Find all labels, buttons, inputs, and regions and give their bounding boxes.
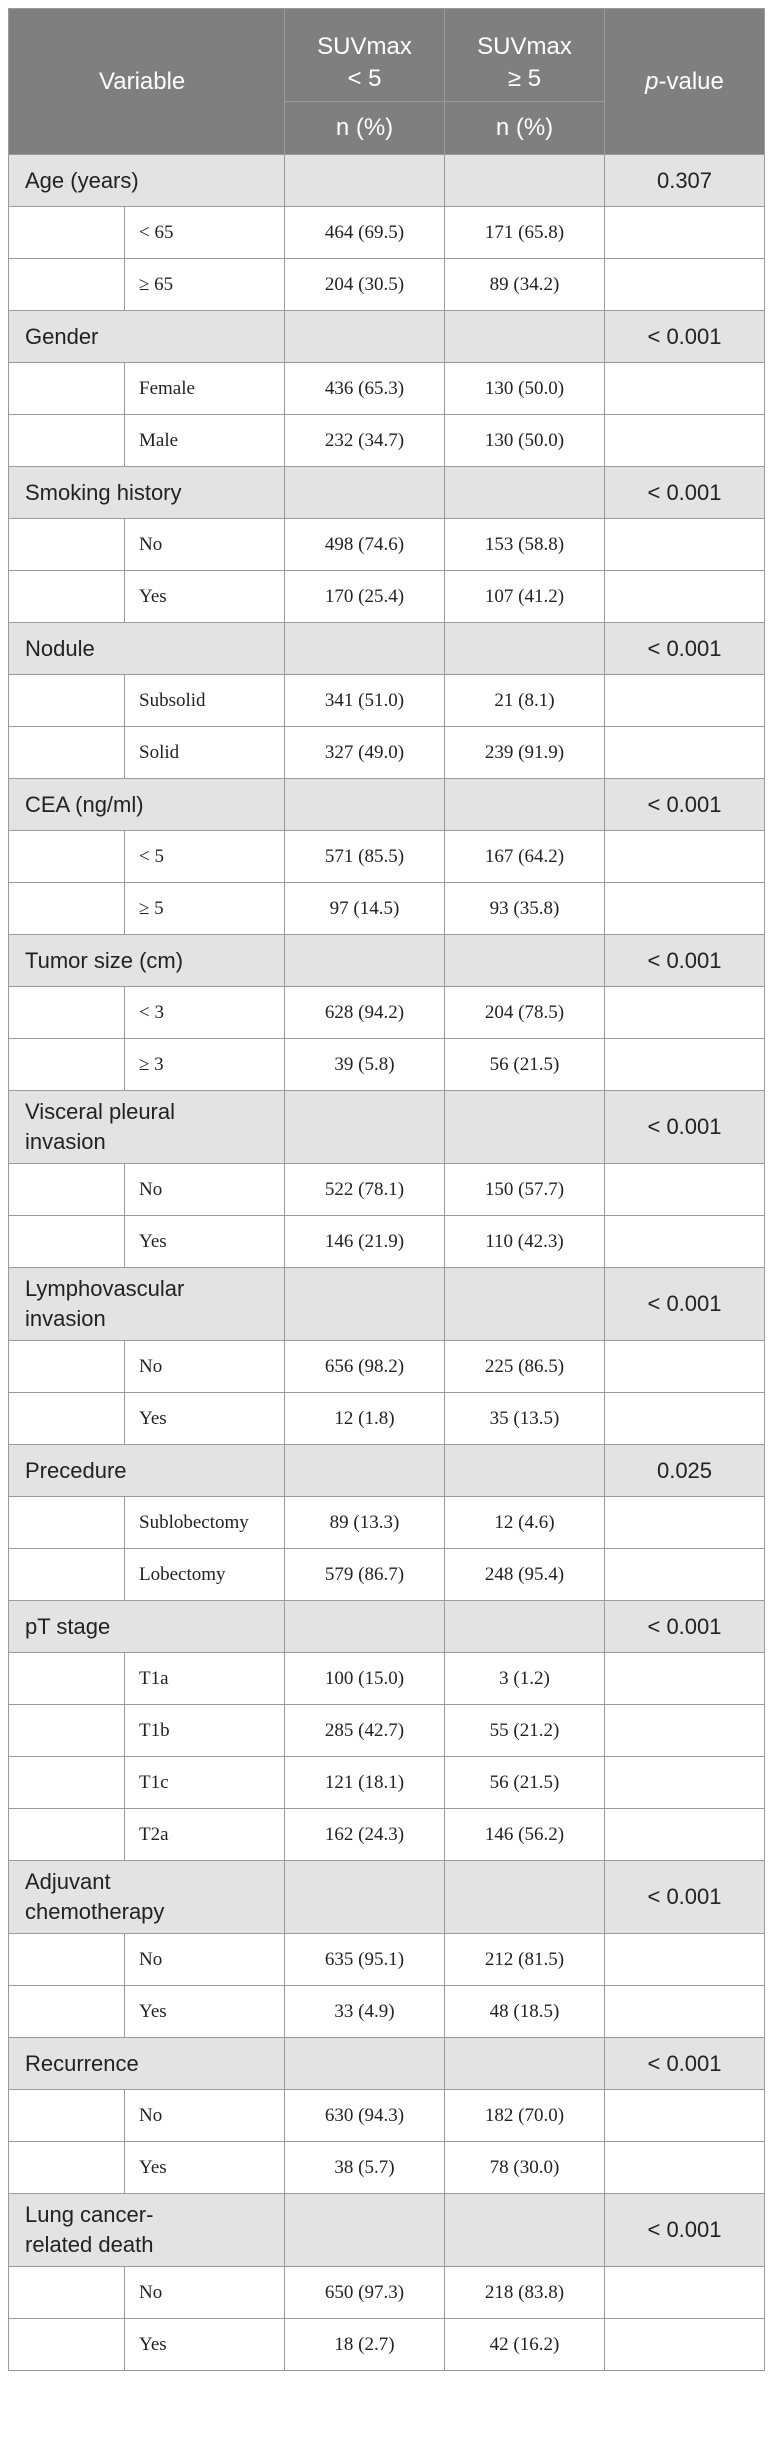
p-value-empty-cell bbox=[605, 1039, 765, 1091]
indent-cell bbox=[9, 1341, 125, 1393]
suvmax-high-count: 130 (50.0) bbox=[445, 363, 605, 415]
suvmax-high-count: 21 (8.1) bbox=[445, 675, 605, 727]
suvmax-high-count: 239 (91.9) bbox=[445, 727, 605, 779]
category-label bbox=[9, 467, 285, 519]
p-value-empty-cell bbox=[605, 883, 765, 935]
category-empty-cell bbox=[445, 2194, 605, 2267]
header-p-rest: -value bbox=[658, 67, 724, 95]
indent-cell bbox=[9, 675, 125, 727]
category-empty-cell bbox=[445, 779, 605, 831]
suvmax-high-count: 56 (21.5) bbox=[445, 1757, 605, 1809]
category-empty-cell bbox=[285, 1268, 445, 1341]
indent-cell bbox=[9, 1549, 125, 1601]
category-empty-cell bbox=[445, 1861, 605, 1934]
subgroup-label: ≥ 65 bbox=[125, 259, 285, 311]
p-value-cell: < 0.001 bbox=[605, 1268, 765, 1341]
suvmax-high-count: 225 (86.5) bbox=[445, 1341, 605, 1393]
p-value-cell: < 0.001 bbox=[605, 779, 765, 831]
p-value-cell: < 0.001 bbox=[605, 467, 765, 519]
suvmax-high-count: 153 (58.8) bbox=[445, 519, 605, 571]
p-value-cell: < 0.001 bbox=[605, 1601, 765, 1653]
table-body bbox=[9, 155, 765, 2371]
p-value-cell: < 0.001 bbox=[605, 935, 765, 987]
suvmax-high-count: 150 (57.7) bbox=[445, 1164, 605, 1216]
subgroup-label: No bbox=[125, 2267, 285, 2319]
table-row bbox=[9, 1934, 765, 1986]
table-row bbox=[9, 1809, 765, 1861]
suvmax-high-count: 56 (21.5) bbox=[445, 1039, 605, 1091]
indent-cell bbox=[9, 571, 125, 623]
suvmax-low-count: 650 (97.3) bbox=[285, 2267, 445, 2319]
header-suvmax-high-line1: SUVmax bbox=[477, 33, 572, 60]
p-value-cell: < 0.001 bbox=[605, 311, 765, 363]
category-empty-cell bbox=[445, 1445, 605, 1497]
header-p-value bbox=[605, 9, 765, 155]
suvmax-low-count: 464 (69.5) bbox=[285, 207, 445, 259]
category-label-text: Nodule bbox=[25, 635, 95, 661]
subgroup-label: < 3 bbox=[125, 987, 285, 1039]
suvmax-low-count: 628 (94.2) bbox=[285, 987, 445, 1039]
results-table bbox=[8, 8, 765, 2371]
category-empty-cell bbox=[285, 1445, 445, 1497]
category-empty-cell bbox=[285, 1861, 445, 1934]
suvmax-high-count: 42 (16.2) bbox=[445, 2319, 605, 2371]
indent-cell bbox=[9, 259, 125, 311]
category-label bbox=[9, 1445, 285, 1497]
p-value-empty-cell bbox=[605, 987, 765, 1039]
category-empty-cell bbox=[445, 935, 605, 987]
p-value-empty-cell bbox=[605, 1216, 765, 1268]
suvmax-low-count: 327 (49.0) bbox=[285, 727, 445, 779]
category-empty-cell bbox=[445, 1091, 605, 1164]
indent-cell bbox=[9, 1497, 125, 1549]
category-label bbox=[9, 935, 285, 987]
subgroup-label: No bbox=[125, 1341, 285, 1393]
p-value-empty-cell bbox=[605, 519, 765, 571]
category-row bbox=[9, 1601, 765, 1653]
category-row bbox=[9, 1268, 765, 1341]
category-empty-cell bbox=[445, 623, 605, 675]
table-row bbox=[9, 1986, 765, 2038]
table-row bbox=[9, 1549, 765, 1601]
p-value-empty-cell bbox=[605, 415, 765, 467]
subgroup-label: Yes bbox=[125, 1393, 285, 1445]
indent-cell bbox=[9, 415, 125, 467]
category-label-text: Lymphovascular invasion bbox=[25, 1276, 185, 1331]
subgroup-label: Yes bbox=[125, 1216, 285, 1268]
category-label bbox=[9, 1268, 285, 1341]
table-row bbox=[9, 1705, 765, 1757]
indent-cell bbox=[9, 1757, 125, 1809]
p-value-empty-cell bbox=[605, 2090, 765, 2142]
suvmax-low-count: 146 (21.9) bbox=[285, 1216, 445, 1268]
category-empty-cell bbox=[445, 2038, 605, 2090]
suvmax-low-count: 121 (18.1) bbox=[285, 1757, 445, 1809]
p-value-empty-cell bbox=[605, 1809, 765, 1861]
suvmax-high-count: 110 (42.3) bbox=[445, 1216, 605, 1268]
suvmax-high-count: 204 (78.5) bbox=[445, 987, 605, 1039]
p-value-empty-cell bbox=[605, 1164, 765, 1216]
category-empty-cell bbox=[285, 1091, 445, 1164]
p-value-cell: < 0.001 bbox=[605, 2038, 765, 2090]
subgroup-label: < 65 bbox=[125, 207, 285, 259]
category-empty-cell bbox=[285, 935, 445, 987]
indent-cell bbox=[9, 1039, 125, 1091]
table-header bbox=[9, 9, 765, 155]
category-empty-cell bbox=[285, 1601, 445, 1653]
p-value-empty-cell bbox=[605, 1705, 765, 1757]
header-n-high: n (%) bbox=[445, 102, 605, 155]
indent-cell bbox=[9, 519, 125, 571]
subgroup-label: Subsolid bbox=[125, 675, 285, 727]
category-empty-cell bbox=[285, 623, 445, 675]
subgroup-label: Lobectomy bbox=[125, 1549, 285, 1601]
suvmax-high-count: 107 (41.2) bbox=[445, 571, 605, 623]
subgroup-label: No bbox=[125, 2090, 285, 2142]
subgroup-label: ≥ 5 bbox=[125, 883, 285, 935]
table-row bbox=[9, 1216, 765, 1268]
suvmax-high-count: 35 (13.5) bbox=[445, 1393, 605, 1445]
indent-cell bbox=[9, 1809, 125, 1861]
category-label-text: Visceral pleural invasion bbox=[25, 1099, 176, 1154]
subgroup-label: Solid bbox=[125, 727, 285, 779]
indent-cell bbox=[9, 727, 125, 779]
category-empty-cell bbox=[285, 311, 445, 363]
suvmax-low-count: 100 (15.0) bbox=[285, 1653, 445, 1705]
suvmax-low-count: 571 (85.5) bbox=[285, 831, 445, 883]
subgroup-label: No bbox=[125, 519, 285, 571]
suvmax-low-count: 285 (42.7) bbox=[285, 1705, 445, 1757]
p-value-empty-cell bbox=[605, 1653, 765, 1705]
category-label bbox=[9, 623, 285, 675]
category-empty-cell bbox=[445, 1268, 605, 1341]
category-label-text: Adjuvant chemotherapy bbox=[25, 1869, 165, 1924]
suvmax-high-count: 55 (21.2) bbox=[445, 1705, 605, 1757]
category-row bbox=[9, 311, 765, 363]
table-row bbox=[9, 2267, 765, 2319]
p-value-empty-cell bbox=[605, 363, 765, 415]
header-suvmax-low-line2: < 5 bbox=[347, 65, 382, 92]
p-value-empty-cell bbox=[605, 2319, 765, 2371]
header-p-italic: p bbox=[645, 67, 659, 95]
suvmax-high-count: 93 (35.8) bbox=[445, 883, 605, 935]
suvmax-low-count: 522 (78.1) bbox=[285, 1164, 445, 1216]
subgroup-label: Female bbox=[125, 363, 285, 415]
category-row bbox=[9, 2194, 765, 2267]
category-label-text: pT stage bbox=[25, 1613, 111, 1639]
table-row bbox=[9, 675, 765, 727]
category-label-text: Age (years) bbox=[25, 167, 139, 193]
category-row bbox=[9, 2038, 765, 2090]
suvmax-high-count: 171 (65.8) bbox=[445, 207, 605, 259]
indent-cell bbox=[9, 1986, 125, 2038]
indent-cell bbox=[9, 207, 125, 259]
p-value-cell: < 0.001 bbox=[605, 2194, 765, 2267]
category-label bbox=[9, 311, 285, 363]
category-empty-cell bbox=[445, 467, 605, 519]
indent-cell bbox=[9, 831, 125, 883]
p-value-cell: < 0.001 bbox=[605, 1861, 765, 1934]
subgroup-label: Yes bbox=[125, 2319, 285, 2371]
header-variable: Variable bbox=[9, 9, 285, 155]
table-row bbox=[9, 1653, 765, 1705]
suvmax-low-count: 38 (5.7) bbox=[285, 2142, 445, 2194]
suvmax-low-count: 97 (14.5) bbox=[285, 883, 445, 935]
p-value-empty-cell bbox=[605, 207, 765, 259]
indent-cell bbox=[9, 1393, 125, 1445]
subgroup-label: Yes bbox=[125, 571, 285, 623]
suvmax-high-count: 78 (30.0) bbox=[445, 2142, 605, 2194]
category-row bbox=[9, 935, 765, 987]
table-row bbox=[9, 2142, 765, 2194]
suvmax-low-count: 170 (25.4) bbox=[285, 571, 445, 623]
p-value-empty-cell bbox=[605, 727, 765, 779]
table-row bbox=[9, 1393, 765, 1445]
indent-cell bbox=[9, 2319, 125, 2371]
category-label-text: CEA (ng/ml) bbox=[25, 791, 144, 817]
category-row bbox=[9, 467, 765, 519]
p-value-empty-cell bbox=[605, 1497, 765, 1549]
suvmax-low-count: 162 (24.3) bbox=[285, 1809, 445, 1861]
suvmax-high-count: 218 (83.8) bbox=[445, 2267, 605, 2319]
suvmax-low-count: 436 (65.3) bbox=[285, 363, 445, 415]
header-suvmax-low-line1: SUVmax bbox=[317, 33, 412, 60]
p-value-empty-cell bbox=[605, 1549, 765, 1601]
table-row bbox=[9, 2319, 765, 2371]
table-row bbox=[9, 1164, 765, 1216]
indent-cell bbox=[9, 2142, 125, 2194]
table-row bbox=[9, 1039, 765, 1091]
suvmax-high-count: 48 (18.5) bbox=[445, 1986, 605, 2038]
table-row bbox=[9, 1757, 765, 1809]
table-row bbox=[9, 207, 765, 259]
header-suvmax-high bbox=[445, 9, 605, 102]
suvmax-low-count: 579 (86.7) bbox=[285, 1549, 445, 1601]
subgroup-label: T1b bbox=[125, 1705, 285, 1757]
category-empty-cell bbox=[285, 467, 445, 519]
table-row bbox=[9, 727, 765, 779]
indent-cell bbox=[9, 1705, 125, 1757]
table-row bbox=[9, 987, 765, 1039]
subgroup-label: T2a bbox=[125, 1809, 285, 1861]
header-n-low: n (%) bbox=[285, 102, 445, 155]
p-value-empty-cell bbox=[605, 259, 765, 311]
subgroup-label: No bbox=[125, 1164, 285, 1216]
indent-cell bbox=[9, 363, 125, 415]
p-value-empty-cell bbox=[605, 1986, 765, 2038]
indent-cell bbox=[9, 1216, 125, 1268]
table-row bbox=[9, 831, 765, 883]
category-label bbox=[9, 2194, 285, 2267]
suvmax-low-count: 656 (98.2) bbox=[285, 1341, 445, 1393]
subgroup-label: Sublobectomy bbox=[125, 1497, 285, 1549]
p-value-empty-cell bbox=[605, 2267, 765, 2319]
suvmax-high-count: 12 (4.6) bbox=[445, 1497, 605, 1549]
subgroup-label: Yes bbox=[125, 2142, 285, 2194]
suvmax-low-count: 12 (1.8) bbox=[285, 1393, 445, 1445]
subgroup-label: Yes bbox=[125, 1986, 285, 2038]
table-row bbox=[9, 259, 765, 311]
suvmax-low-count: 635 (95.1) bbox=[285, 1934, 445, 1986]
indent-cell bbox=[9, 1653, 125, 1705]
p-value-empty-cell bbox=[605, 2142, 765, 2194]
category-empty-cell bbox=[285, 779, 445, 831]
subgroup-label: No bbox=[125, 1934, 285, 1986]
category-empty-cell bbox=[285, 155, 445, 207]
category-row bbox=[9, 1445, 765, 1497]
category-label-text: Tumor size (cm) bbox=[25, 947, 184, 973]
category-label-text: Gender bbox=[25, 323, 99, 349]
category-label bbox=[9, 1601, 285, 1653]
subgroup-label: T1a bbox=[125, 1653, 285, 1705]
suvmax-high-count: 3 (1.2) bbox=[445, 1653, 605, 1705]
suvmax-high-count: 146 (56.2) bbox=[445, 1809, 605, 1861]
table-row bbox=[9, 2090, 765, 2142]
category-label bbox=[9, 779, 285, 831]
p-value-empty-cell bbox=[605, 1934, 765, 1986]
suvmax-low-count: 18 (2.7) bbox=[285, 2319, 445, 2371]
category-label-text: Recurrence bbox=[25, 2050, 139, 2076]
category-empty-cell bbox=[445, 155, 605, 207]
category-empty-cell bbox=[285, 2194, 445, 2267]
category-row bbox=[9, 779, 765, 831]
subgroup-label: Male bbox=[125, 415, 285, 467]
table-row bbox=[9, 519, 765, 571]
category-empty-cell bbox=[445, 311, 605, 363]
table-row bbox=[9, 415, 765, 467]
p-value-cell: < 0.001 bbox=[605, 623, 765, 675]
table-row bbox=[9, 363, 765, 415]
category-row bbox=[9, 623, 765, 675]
category-label bbox=[9, 155, 285, 207]
suvmax-low-count: 89 (13.3) bbox=[285, 1497, 445, 1549]
category-label-text: Lung cancer-related death bbox=[25, 2202, 154, 2257]
p-value-cell: 0.307 bbox=[605, 155, 765, 207]
table-row bbox=[9, 1341, 765, 1393]
suvmax-high-count: 89 (34.2) bbox=[445, 259, 605, 311]
p-value-empty-cell bbox=[605, 675, 765, 727]
subgroup-label: ≥ 3 bbox=[125, 1039, 285, 1091]
category-label-text: Smoking history bbox=[25, 479, 182, 505]
subgroup-label: T1c bbox=[125, 1757, 285, 1809]
suvmax-high-count: 182 (70.0) bbox=[445, 2090, 605, 2142]
suvmax-high-count: 248 (95.4) bbox=[445, 1549, 605, 1601]
header-suvmax-low bbox=[285, 9, 445, 102]
category-label bbox=[9, 1861, 285, 1934]
p-value-empty-cell bbox=[605, 1393, 765, 1445]
p-value-cell: < 0.001 bbox=[605, 1091, 765, 1164]
p-value-empty-cell bbox=[605, 571, 765, 623]
category-empty-cell bbox=[285, 2038, 445, 2090]
suvmax-low-count: 39 (5.8) bbox=[285, 1039, 445, 1091]
indent-cell bbox=[9, 2267, 125, 2319]
category-row bbox=[9, 1091, 765, 1164]
suvmax-low-count: 204 (30.5) bbox=[285, 259, 445, 311]
indent-cell bbox=[9, 2090, 125, 2142]
category-empty-cell bbox=[445, 1601, 605, 1653]
table-row bbox=[9, 883, 765, 935]
category-label bbox=[9, 2038, 285, 2090]
p-value-cell: 0.025 bbox=[605, 1445, 765, 1497]
category-row bbox=[9, 155, 765, 207]
p-value-empty-cell bbox=[605, 1341, 765, 1393]
category-label-text: Precedure bbox=[25, 1457, 127, 1483]
indent-cell bbox=[9, 1934, 125, 1986]
suvmax-low-count: 33 (4.9) bbox=[285, 1986, 445, 2038]
p-value-empty-cell bbox=[605, 831, 765, 883]
header-suvmax-high-line2: ≥ 5 bbox=[507, 65, 542, 92]
category-label bbox=[9, 1091, 285, 1164]
indent-cell bbox=[9, 1164, 125, 1216]
p-value-empty-cell bbox=[605, 1757, 765, 1809]
category-row bbox=[9, 1861, 765, 1934]
subgroup-label: < 5 bbox=[125, 831, 285, 883]
indent-cell bbox=[9, 987, 125, 1039]
suvmax-low-count: 630 (94.3) bbox=[285, 2090, 445, 2142]
table-row bbox=[9, 571, 765, 623]
table-row bbox=[9, 1497, 765, 1549]
suvmax-high-count: 212 (81.5) bbox=[445, 1934, 605, 1986]
suvmax-high-count: 167 (64.2) bbox=[445, 831, 605, 883]
indent-cell bbox=[9, 883, 125, 935]
suvmax-low-count: 232 (34.7) bbox=[285, 415, 445, 467]
suvmax-low-count: 341 (51.0) bbox=[285, 675, 445, 727]
suvmax-low-count: 498 (74.6) bbox=[285, 519, 445, 571]
suvmax-high-count: 130 (50.0) bbox=[445, 415, 605, 467]
